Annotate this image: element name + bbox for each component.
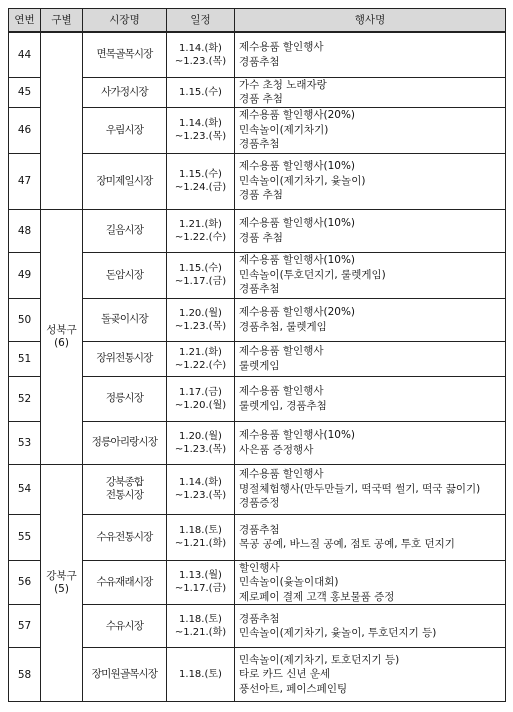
event-line: 목공 공예, 바느질 공예, 점토 공예, 투호 던지기 (239, 538, 455, 550)
market-name-cell (83, 605, 167, 648)
market-name: 면목골목시장 (96, 48, 153, 61)
row-number: 55 (9, 514, 41, 560)
table-row (9, 153, 506, 209)
district-cell (41, 209, 83, 464)
district-name: 강북구 (46, 569, 77, 582)
row-number: 54 (9, 464, 41, 514)
date-cell (167, 421, 235, 464)
market-name: 돈암시장 (105, 268, 144, 281)
row-number: 45 (9, 77, 41, 107)
row-number: 47 (9, 153, 41, 209)
event-line: 제수용품 할인행사(10%) (239, 254, 356, 267)
date-line: 1.15.(수) (179, 86, 222, 98)
row-number: 49 (9, 252, 41, 298)
event-line: 제수용품 할인행사(10%) (239, 429, 356, 441)
event-line: 경품추첨 (239, 55, 280, 68)
event-line: 제수용품 할인행사 (239, 345, 324, 357)
date-line: 1.14.(화) (179, 42, 222, 54)
date-cell (167, 209, 235, 252)
header-date: 일정 (167, 9, 235, 33)
table-row (9, 341, 506, 376)
date-line: 1.14.(화) (179, 477, 222, 488)
market-name: 정릉아리랑시장 (91, 436, 158, 448)
market-name-cell (83, 341, 167, 376)
market-name: 우림시장 (105, 123, 144, 136)
event-line: 제수용품 할인행사 (239, 385, 324, 397)
table-row (9, 560, 506, 605)
date-line: 1.20.(월) (179, 307, 222, 319)
row-number: 52 (9, 376, 41, 421)
market-name-cell (83, 376, 167, 421)
table-body (9, 32, 506, 702)
market-name: 수유재래시장 (96, 575, 153, 588)
market-name: 정릉시장 (105, 392, 144, 404)
market-name-cell (83, 107, 167, 153)
market-name: 수유전통시장 (96, 530, 153, 543)
market-name-cell (83, 153, 167, 209)
event-cell (235, 560, 506, 605)
date-line: 1.21.(화) (179, 346, 222, 358)
event-line: 민속놀이(제기차기, 윷놀이) (239, 174, 366, 187)
event-line: 경품추첨 (239, 283, 280, 296)
market-name: 전통시장 (105, 489, 144, 501)
date-cell (167, 77, 235, 107)
district-count: (5) (54, 582, 69, 595)
table-row (9, 252, 506, 298)
event-cell (235, 107, 506, 153)
date-line: 1.17.(금) (179, 386, 222, 398)
table-row (9, 209, 506, 252)
date-line: ~1.17.(금) (174, 583, 227, 595)
date-cell (167, 32, 235, 77)
event-line: 룰렛게임 (239, 359, 280, 372)
event-cell (235, 341, 506, 376)
district-name: 성북구 (46, 323, 77, 336)
event-cell (235, 32, 506, 77)
district-cell (41, 464, 83, 702)
row-number: 57 (9, 605, 41, 648)
table-row (9, 605, 506, 648)
market-name: 강북종합 (105, 476, 144, 488)
date-cell (167, 514, 235, 560)
event-cell (235, 648, 506, 702)
event-line: 사은품 증정행사 (239, 443, 314, 456)
date-line: 1.15.(수) (179, 263, 222, 274)
date-line: 1.15.(수) (179, 169, 222, 180)
market-name-cell (83, 252, 167, 298)
market-event-table (8, 8, 506, 702)
date-line: ~1.23.(목) (174, 131, 227, 142)
event-line: 제로페이 결제 고객 홍보물품 증정 (239, 590, 395, 603)
date-cell (167, 560, 235, 605)
event-line: 민속놀이(제기차기) (239, 123, 329, 136)
row-number: 44 (9, 32, 41, 77)
market-name-cell (83, 421, 167, 464)
event-line: 경품증정 (239, 497, 280, 510)
header-district: 구별 (41, 9, 83, 33)
market-name-cell (83, 560, 167, 605)
date-cell (167, 252, 235, 298)
row-number: 56 (9, 560, 41, 605)
market-name-cell (83, 514, 167, 560)
row-number: 53 (9, 421, 41, 464)
date-line: 1.18.(토) (179, 525, 222, 536)
date-cell (167, 107, 235, 153)
event-line: 풍선아트, 페이스페인팅 (239, 682, 348, 695)
date-line: ~1.21.(화) (174, 627, 227, 638)
market-name: 장미제일시장 (96, 174, 153, 187)
date-cell (167, 605, 235, 648)
row-number: 46 (9, 107, 41, 153)
event-cell (235, 376, 506, 421)
table-row (9, 32, 506, 77)
date-line: 1.14.(화) (179, 118, 222, 129)
table-row (9, 376, 506, 421)
event-line: 민속놀이(윷놀이대회) (239, 576, 339, 588)
date-line: ~1.23.(목) (174, 490, 227, 501)
event-line: 제수용품 할인행사(10%) (239, 160, 356, 173)
row-number: 50 (9, 298, 41, 341)
event-cell (235, 605, 506, 648)
date-line: ~1.24.(금) (174, 182, 227, 193)
event-line: 제수용품 할인행사(20%) (239, 306, 356, 318)
row-number: 48 (9, 209, 41, 252)
date-line: ~1.17.(금) (174, 276, 227, 287)
date-cell (167, 341, 235, 376)
table-row (9, 421, 506, 464)
date-cell (167, 464, 235, 514)
event-cell (235, 464, 506, 514)
date-cell (167, 376, 235, 421)
event-line: 경품추첨, 룰렛게임 (239, 320, 327, 333)
event-line: 제수용품 할인행사 (239, 41, 324, 54)
event-line: 타로 카드 신년 운세 (239, 668, 331, 681)
event-line: 경품 추첨 (239, 189, 283, 202)
date-line: ~1.23.(목) (174, 320, 227, 332)
market-name-cell (83, 298, 167, 341)
event-cell (235, 209, 506, 252)
table-row (9, 77, 506, 107)
market-name: 길음시장 (105, 224, 144, 236)
table-row (9, 464, 506, 514)
event-line: 경품추첨 (239, 612, 280, 625)
event-line: 룰렛게임, 경품추첨 (239, 399, 327, 412)
table-header-row (9, 9, 506, 33)
date-cell (167, 153, 235, 209)
date-line: ~1.23.(목) (174, 443, 227, 455)
event-cell (235, 298, 506, 341)
header-market: 시장명 (83, 9, 167, 33)
event-line: 가수 초청 노래자랑 (239, 78, 327, 91)
event-line: 할인행사 (239, 561, 280, 574)
market-event-table-container (8, 8, 506, 702)
table-row (9, 107, 506, 153)
event-line: 명절체험행사(만두만들기, 떡국떡 썰기, 떡국 끓이기) (239, 482, 481, 495)
table-row (9, 298, 506, 341)
header-no: 연번 (9, 9, 41, 33)
district-cell (41, 32, 83, 209)
date-line: 1.20.(월) (179, 430, 222, 442)
header-event: 행사명 (235, 9, 506, 33)
market-name-cell (83, 77, 167, 107)
market-name: 수유시장 (105, 619, 144, 632)
table-row (9, 514, 506, 560)
event-line: 경품추첨 (239, 523, 280, 536)
market-name-cell (83, 648, 167, 702)
event-line: 제수용품 할인행사 (239, 468, 324, 481)
table-row (9, 648, 506, 702)
event-cell (235, 514, 506, 560)
date-line: ~1.21.(화) (174, 538, 227, 549)
date-line: ~1.22.(수) (174, 359, 227, 371)
event-line: 민속놀이(투호던지기, 룰렛게임) (239, 268, 386, 281)
date-line: 1.18.(토) (179, 669, 222, 680)
event-line: 경품 추첨 (239, 231, 283, 244)
event-cell (235, 421, 506, 464)
date-cell (167, 298, 235, 341)
date-line: 1.21.(화) (179, 218, 222, 230)
event-line: 경품추첨 (239, 138, 280, 151)
event-cell (235, 77, 506, 107)
date-line: 1.18.(토) (179, 614, 222, 625)
event-line: 민속놀이(제기차기, 토호던지기 등) (239, 653, 400, 666)
market-name-cell (83, 464, 167, 514)
market-name: 장위전통시장 (96, 352, 153, 364)
event-line: 제수용품 할인행사(10%) (239, 217, 356, 229)
market-name-cell (83, 32, 167, 77)
market-name: 돌곶이시장 (101, 313, 148, 325)
event-cell (235, 252, 506, 298)
date-cell (167, 648, 235, 702)
event-line: 제수용품 할인행사(20%) (239, 109, 356, 122)
event-line: 민속놀이(제기차기, 윷놀이, 투호던지기 등) (239, 627, 437, 639)
row-number: 58 (9, 648, 41, 702)
row-number: 51 (9, 341, 41, 376)
market-name: 사가정시장 (101, 85, 148, 98)
date-line: ~1.20.(월) (174, 399, 227, 411)
district-count: (6) (54, 336, 69, 349)
date-line: ~1.23.(목) (174, 55, 227, 67)
event-line: 경품 추첨 (239, 93, 283, 105)
date-line: ~1.22.(수) (174, 231, 227, 243)
market-name: 장미원골목시장 (91, 668, 158, 680)
market-name-cell (83, 209, 167, 252)
event-cell (235, 153, 506, 209)
date-line: 1.13.(월) (179, 570, 222, 582)
